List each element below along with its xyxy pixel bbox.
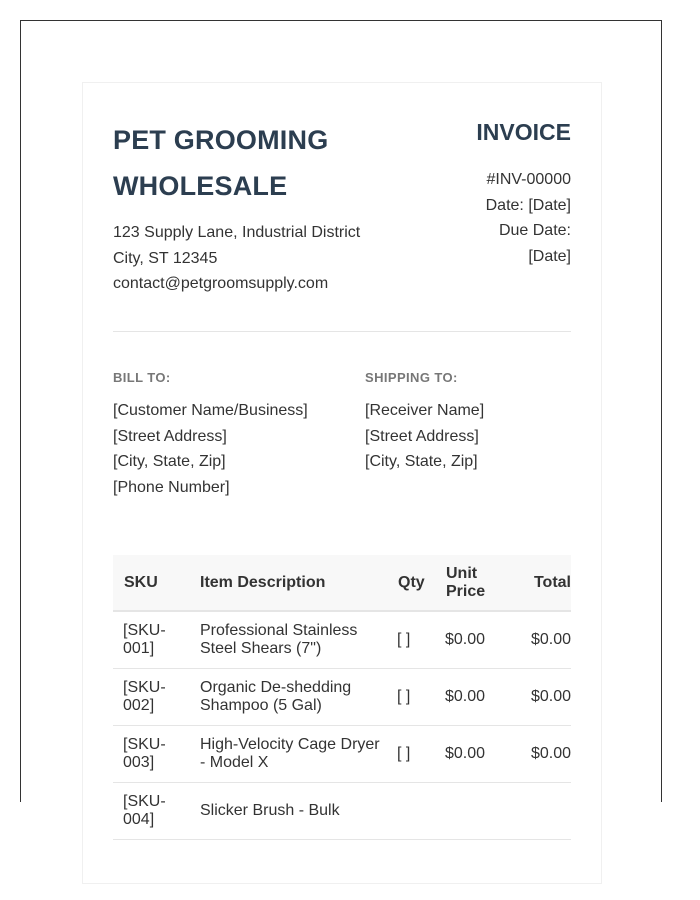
column-header-description: Item Description bbox=[190, 555, 387, 611]
bill-to-line: [Street Address] bbox=[113, 427, 227, 445]
header-divider bbox=[113, 331, 571, 332]
column-header-total: Total bbox=[511, 555, 571, 611]
cell-qty bbox=[387, 783, 435, 840]
ship-to-section bbox=[365, 370, 571, 475]
cell-total bbox=[511, 783, 571, 840]
column-header-qty: Qty bbox=[387, 555, 435, 611]
cell-unit-price: $0.00 bbox=[435, 726, 511, 783]
cell-sku: [SKU-003] bbox=[113, 726, 190, 783]
bill-to-line: [Phone Number] bbox=[113, 478, 230, 496]
ship-to-line: [City, State, Zip] bbox=[365, 453, 478, 470]
cell-sku: [SKU-004] bbox=[113, 783, 190, 840]
bill-to-line: [City, State, Zip] bbox=[113, 453, 226, 470]
bill-to-section bbox=[113, 370, 353, 500]
ship-to-line: [Receiver Name] bbox=[365, 402, 485, 419]
invoice-title: INVOICE bbox=[476, 119, 571, 145]
invoice-date: Date: [Date] bbox=[485, 196, 571, 214]
company-address bbox=[113, 220, 360, 297]
column-header-unit-price: Unit Price bbox=[435, 555, 511, 611]
cell-total: $0.00 bbox=[511, 726, 571, 783]
cell-unit-price bbox=[435, 783, 511, 840]
cell-description: High-Velocity Cage Dryer - Model X bbox=[190, 726, 387, 783]
cell-qty: [ ] bbox=[387, 611, 435, 669]
bill-to-line: [Customer Name/Business] bbox=[113, 402, 308, 419]
cell-description: Organic De-shedding Shampoo (5 Gal) bbox=[190, 669, 387, 726]
invoice-due-label: Due Date: bbox=[498, 222, 571, 239]
table-row bbox=[113, 611, 571, 669]
cell-total: $0.00 bbox=[511, 611, 571, 669]
table-row bbox=[113, 726, 571, 783]
bill-to-label: BILL TO: bbox=[113, 370, 171, 385]
cell-unit-price: $0.00 bbox=[435, 669, 511, 726]
table-row bbox=[113, 783, 571, 840]
cell-description: Slicker Brush - Bulk bbox=[190, 783, 387, 840]
ship-to-label: SHIPPING TO: bbox=[365, 370, 458, 385]
viewport-frame bbox=[20, 20, 662, 828]
invoice-due-value: [Date] bbox=[528, 247, 571, 265]
cell-sku: [SKU-002] bbox=[113, 669, 190, 726]
company-email: contact@petgroomsupply.com bbox=[113, 275, 329, 292]
line-items-table bbox=[113, 555, 571, 840]
company-address-line1: 123 Supply Lane, Industrial District bbox=[113, 224, 361, 241]
company-name: PET GROOMING WHOLESALE bbox=[113, 125, 329, 201]
ship-to-line: [Street Address] bbox=[365, 427, 479, 445]
table-row bbox=[113, 669, 571, 726]
table-header-row bbox=[113, 555, 571, 611]
invoice-number: #INV-00000 bbox=[486, 171, 571, 188]
column-header-sku: SKU bbox=[113, 555, 190, 611]
company-address-line2: City, ST 12345 bbox=[113, 249, 218, 267]
invoice-meta bbox=[451, 167, 571, 269]
cell-qty: [ ] bbox=[387, 726, 435, 783]
cell-unit-price: $0.00 bbox=[435, 611, 511, 669]
cell-sku: [SKU-001] bbox=[113, 611, 190, 669]
cell-description: Professional Stainless Steel Shears (7") bbox=[190, 611, 387, 669]
invoice-document bbox=[82, 82, 602, 884]
cell-total: $0.00 bbox=[511, 669, 571, 726]
cell-qty: [ ] bbox=[387, 669, 435, 726]
